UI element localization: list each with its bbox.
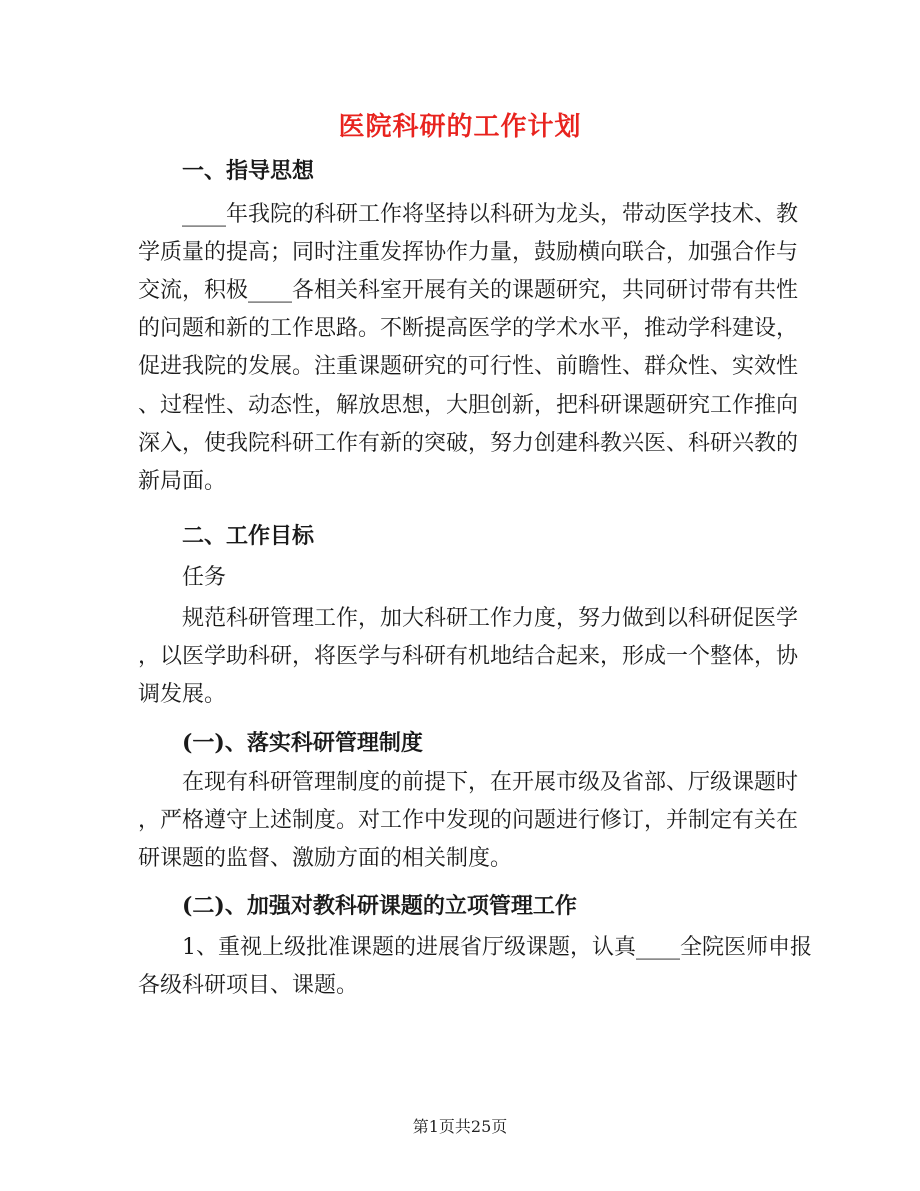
paragraph-line: 调发展。 <box>138 682 227 707</box>
paragraph-line: 在现有科研管理制度的前提下，在开展市级及省部、厅级课题时 <box>182 770 799 795</box>
paragraph-line: ____年我院的科研工作将坚持以科研为龙头，带动医学技术、教 <box>182 202 799 227</box>
paragraph-line: 的问题和新的工作思路。不断提高医学的学术水平，推动学科建设， <box>138 316 799 341</box>
paragraph-line: ，以医学助科研，将医学与科研有机地结合起来，形成一个整体，协 <box>138 644 799 669</box>
paragraph-line: 促进我院的发展。注重课题研究的可行性、前瞻性、群众性、实效性 <box>138 354 799 379</box>
heading-section-1: (一)、落实科研管理制度 <box>182 730 423 756</box>
paragraph-line: 深入，使我院科研工作有新的突破，努力创建科教兴医、科研兴教的 <box>138 431 799 456</box>
heading-guiding-thought: 一、指导思想 <box>182 158 315 184</box>
paragraph-line: 1、重视上级批准课题的进展省厅级课题，认真____全院医师申报 <box>182 935 812 960</box>
paragraph-line: ，严格遵守上述制度。对工作中发现的问题进行修订，并制定有关在 <box>138 808 799 833</box>
paragraph-line: 新局面。 <box>138 469 227 494</box>
paragraph-line: 各级科研项目、课题。 <box>138 973 359 998</box>
heading-work-goals: 二、工作目标 <box>182 523 315 549</box>
paragraph-line: 研课题的监督、激励方面的相关制度。 <box>138 846 513 871</box>
heading-section-2: (二)、加强对教科研课题的立项管理工作 <box>182 893 577 919</box>
page-title: 医院科研的工作计划 <box>338 112 582 142</box>
paragraph-line: 、过程性、动态性，解放思想，大胆创新，把科研课题研究工作推向 <box>138 393 799 418</box>
page-footer: 第1页共25页 <box>412 1117 508 1136</box>
paragraph-line: 交流，积极____各相关科室开展有关的课题研究，共同研讨带有共性 <box>138 278 799 303</box>
paragraph-line: 学质量的提高；同时注重发挥协作力量，鼓励横向联合，加强合作与 <box>138 240 799 265</box>
paragraph-line: 规范科研管理工作，加大科研工作力度，努力做到以科研促医学 <box>182 606 799 631</box>
paragraph-line: 任务 <box>182 565 227 590</box>
